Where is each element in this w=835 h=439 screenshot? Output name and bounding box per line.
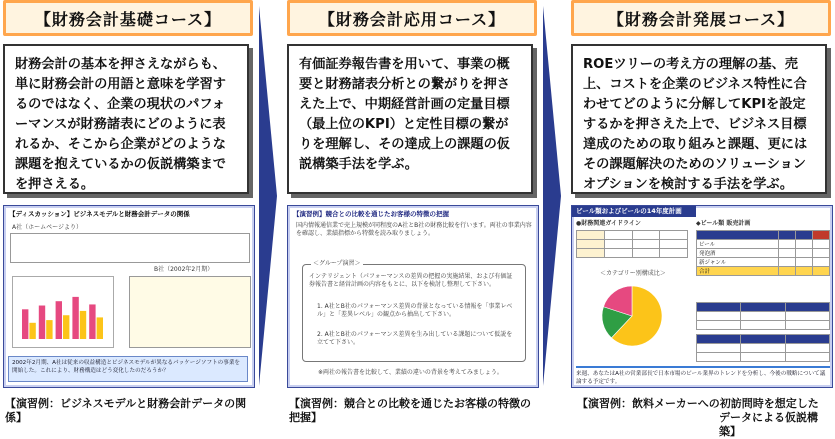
sales-plan-table	[696, 230, 830, 276]
company-list-a: A社（ホームページより）	[12, 224, 82, 231]
group-exercise-item: 1. A社とB社のパフォーマンス差異の背景となっている情報を「事業レベル」と「差異レベル」の観点から抽出して下さい。	[317, 303, 513, 318]
exercise-intro: 国内情報通信業で売上規模が同程度のA社とB社の財務比較を行います。両社の事業内容を確認し、業績指標から特徴を読み取りましょう。	[296, 222, 532, 237]
course-heading: 【財務会計応用コース】	[287, 0, 537, 36]
exercise-title: 【演習例】競合との比較を通じたお客様の特徴の把握	[293, 210, 449, 218]
course-column-applied	[287, 0, 537, 424]
exercise-title: ビール類およびビールの14年度計画	[572, 206, 696, 217]
sales-plan-label: ◆ビール類 販売計画	[696, 220, 751, 227]
bar-売上高-2001	[72, 297, 78, 339]
group-exercise-box	[302, 260, 526, 362]
bar-営業利益-1998	[29, 323, 35, 339]
course-heading: 【財務会計発展コース】	[571, 0, 831, 36]
text-box	[10, 233, 250, 263]
bar-売上高-2000	[56, 301, 62, 339]
exercise-caption: 【演習例：ビジネスモデルと財務会計データの関係】	[5, 397, 247, 424]
course-heading: 【財務会計基礎コース】	[3, 0, 253, 36]
mini-table	[129, 276, 251, 348]
progress-arrow-1	[259, 6, 277, 386]
course-description: ROEツリーの考え方の理解の基、売上、コストを企業のビジネス特性に合わせてどのように分解してKPIを設定するかを押さえた上で、ビジネス目標達成のための取り組みと課題、更にはその課題解決のためのソリューションオプションを検討する手法を学ぶ。	[571, 44, 827, 194]
group-exercise-label: ＜グループ演習＞	[313, 260, 361, 267]
bar-chart	[12, 276, 114, 348]
bar-売上高-2002	[89, 304, 95, 339]
row-label: 発泡酒	[697, 249, 779, 258]
question-box: 2002年2月期、A社は従来の収益構造とビジネスモデルが異なるパッケージソフトの事業を開始した。これにより、財務構造はどう変化したのだろうか？	[8, 356, 248, 382]
guideline-table	[576, 230, 688, 258]
exercise-caption: 【演習例：競合との比較を通じたお客様の特徴の把握】	[289, 397, 531, 424]
exercise-screenshot	[287, 205, 539, 388]
sub-table	[696, 334, 830, 362]
row-label: 新ジャンル	[697, 258, 779, 267]
company-list-b: B社（2002年2月期）	[154, 266, 214, 273]
bar-営業利益-2001	[80, 311, 86, 339]
course-description: 有価証券報告書を用いて、事業の概要と財務諸表分析との繋がりを押さえた上で、中期経営計画の定量目標（最上位のKPI）と定性目標の繋がりを理解し、その達成上の課題の仮説構築手法を学ぶ。	[287, 44, 533, 194]
group-exercise-item: 2. A社とB社のパフォーマンス差異を生み出している課題について仮説を立てて下さい。	[317, 331, 513, 346]
bar-営業利益-1999	[46, 320, 52, 339]
bar-売上高-1999	[39, 306, 45, 339]
pie-label: ＜カテゴリー別構成比＞	[600, 270, 666, 277]
scenario-footer: 来週、あなたはA社の営業部長で日本市場のビール業界のトレンドを分析し、今後の戦略について議論する予定です。	[576, 366, 830, 388]
exercise-caption-line1: 【演習例：飲料メーカーへの初訪問時を想定した	[577, 397, 819, 410]
bar-営業利益-2000	[63, 315, 69, 339]
group-exercise-item: インテリジェント（パフォーマンスの差異の把握の実施結果、および有価証券報告書と経営計画の内容をもとに、以下を検討し整理して下さい。	[309, 273, 513, 288]
bar-chart-svg	[13, 277, 113, 347]
pie-chart	[592, 280, 672, 352]
exercise-note: ※両社の報告書を比較して、業績の違いの背景を考えてみましょう。	[318, 369, 503, 376]
bar-営業利益-2002	[97, 317, 103, 339]
bar-売上高-1998	[22, 309, 28, 339]
guideline-label: ●財務関連ガイドライン	[576, 220, 641, 227]
row-label: ビール	[697, 240, 779, 249]
sub-table	[696, 302, 830, 330]
course-column-advanced	[571, 0, 831, 438]
exercise-screenshot	[571, 205, 833, 388]
exercise-screenshot	[3, 205, 255, 388]
row-label: 合計	[697, 267, 779, 276]
exercise-caption-line2: データによる仮説構築】	[719, 411, 818, 438]
course-column-basic	[3, 0, 253, 424]
exercise-title: 【ディスカッション】ビジネスモデルと財務会計データの関係	[9, 210, 190, 218]
course-description: 財務会計の基本を押さえながらも、単に財務会計の用語と意味を学習するのではなく、企業の現状のパフォーマンスが財務諸表にどのように表れるか、そこから企業がどのような課題を抱えているかの仮説構築までを押さえる。	[3, 44, 249, 194]
progress-arrow-2	[543, 6, 561, 386]
